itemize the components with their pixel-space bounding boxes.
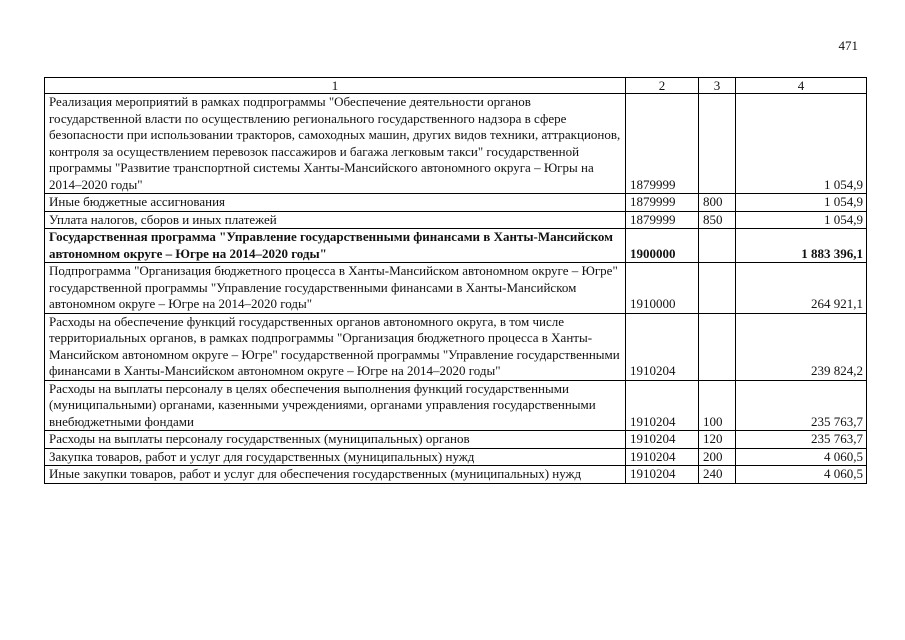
row-expense-type: 850 bbox=[699, 211, 736, 229]
row-amount: 235 763,7 bbox=[736, 380, 867, 431]
row-amount: 239 824,2 bbox=[736, 313, 867, 380]
table-row bbox=[45, 466, 867, 484]
row-description: Закупка товаров, работ и услуг для государственных (муниципальных) нужд bbox=[45, 448, 626, 466]
page-number: 471 bbox=[838, 38, 858, 53]
table-row bbox=[45, 313, 867, 380]
row-description: Расходы на обеспечение функций государственных органов автономного округа, в том числе территориальных органов, в рамках подпрограммы "Организация бюджетного процесса в Ханты-Мансийском автономном округе – Югре" государственной программы "Управление государственными финансами в Ханты-Мансийском автономном округе – Югре на 2014–2020 годы" bbox=[45, 313, 626, 380]
row-amount: 4 060,5 bbox=[736, 466, 867, 484]
row-target-code: 1879999 bbox=[626, 94, 699, 194]
row-description: Государственная программа "Управление государственными финансами в Ханты-Мансийском автономном округе – Югре на 2014–2020 годы" bbox=[45, 229, 626, 263]
table-row bbox=[45, 94, 867, 194]
budget-table bbox=[44, 77, 867, 484]
row-amount: 235 763,7 bbox=[736, 431, 867, 449]
table-row bbox=[45, 448, 867, 466]
table-row bbox=[45, 263, 867, 314]
row-amount: 1 054,9 bbox=[736, 94, 867, 194]
table-header-row bbox=[45, 78, 867, 94]
row-expense-type: 200 bbox=[699, 448, 736, 466]
header-col-4: 4 bbox=[736, 78, 867, 94]
row-target-code: 1900000 bbox=[626, 229, 699, 263]
row-description: Подпрограмма "Организация бюджетного процесса в Ханты-Мансийском автономном округе – Югре" государственной программы "Управление государственными финансами в Ханты-Мансийском автономном округе – Югре на 2014–2020 годы" bbox=[45, 263, 626, 314]
table-row bbox=[45, 431, 867, 449]
row-target-code: 1879999 bbox=[626, 211, 699, 229]
row-description: Расходы на выплаты персоналу в целях обеспечения выполнения функций государственными (муниципальными) органами, казенными учреждениями, органами управления государственными внебюджетными фондами bbox=[45, 380, 626, 431]
row-description: Иные закупки товаров, работ и услуг для обеспечения государственных (муниципальных) нужд bbox=[45, 466, 626, 484]
row-expense-type: 240 bbox=[699, 466, 736, 484]
header-col-1: 1 bbox=[45, 78, 626, 94]
header-col-2: 2 bbox=[626, 78, 699, 94]
row-amount: 264 921,1 bbox=[736, 263, 867, 314]
row-amount: 1 054,9 bbox=[736, 211, 867, 229]
row-target-code: 1879999 bbox=[626, 194, 699, 212]
row-target-code: 1910000 bbox=[626, 263, 699, 314]
table-row bbox=[45, 380, 867, 431]
row-expense-type: 800 bbox=[699, 194, 736, 212]
row-amount: 4 060,5 bbox=[736, 448, 867, 466]
row-target-code: 1910204 bbox=[626, 448, 699, 466]
row-expense-type bbox=[699, 263, 736, 314]
row-expense-type bbox=[699, 94, 736, 194]
row-target-code: 1910204 bbox=[626, 466, 699, 484]
row-target-code: 1910204 bbox=[626, 380, 699, 431]
row-amount: 1 883 396,1 bbox=[736, 229, 867, 263]
row-target-code: 1910204 bbox=[626, 313, 699, 380]
row-description: Уплата налогов, сборов и иных платежей bbox=[45, 211, 626, 229]
table-row bbox=[45, 194, 867, 212]
row-target-code: 1910204 bbox=[626, 431, 699, 449]
table-row bbox=[45, 229, 867, 263]
table-row bbox=[45, 211, 867, 229]
row-expense-type: 120 bbox=[699, 431, 736, 449]
row-description: Реализация мероприятий в рамках подпрограммы "Обеспечение деятельности органов государственной власти по осуществлению регионального государственного надзора в сфере безопасности при использовании тракторов, самоходных машин, других видов техники, аттракционов, контроля за осуществлением перевозок пассажиров и багажа легковым такси" государственной программы "Развитие транспортной системы Ханты-Мансийского автономного округа – Югры на 2014–2020 годы" bbox=[45, 94, 626, 194]
row-description: Расходы на выплаты персоналу государственных (муниципальных) органов bbox=[45, 431, 626, 449]
row-description: Иные бюджетные ассигнования bbox=[45, 194, 626, 212]
row-expense-type: 100 bbox=[699, 380, 736, 431]
header-col-3: 3 bbox=[699, 78, 736, 94]
row-expense-type bbox=[699, 313, 736, 380]
row-expense-type bbox=[699, 229, 736, 263]
row-amount: 1 054,9 bbox=[736, 194, 867, 212]
